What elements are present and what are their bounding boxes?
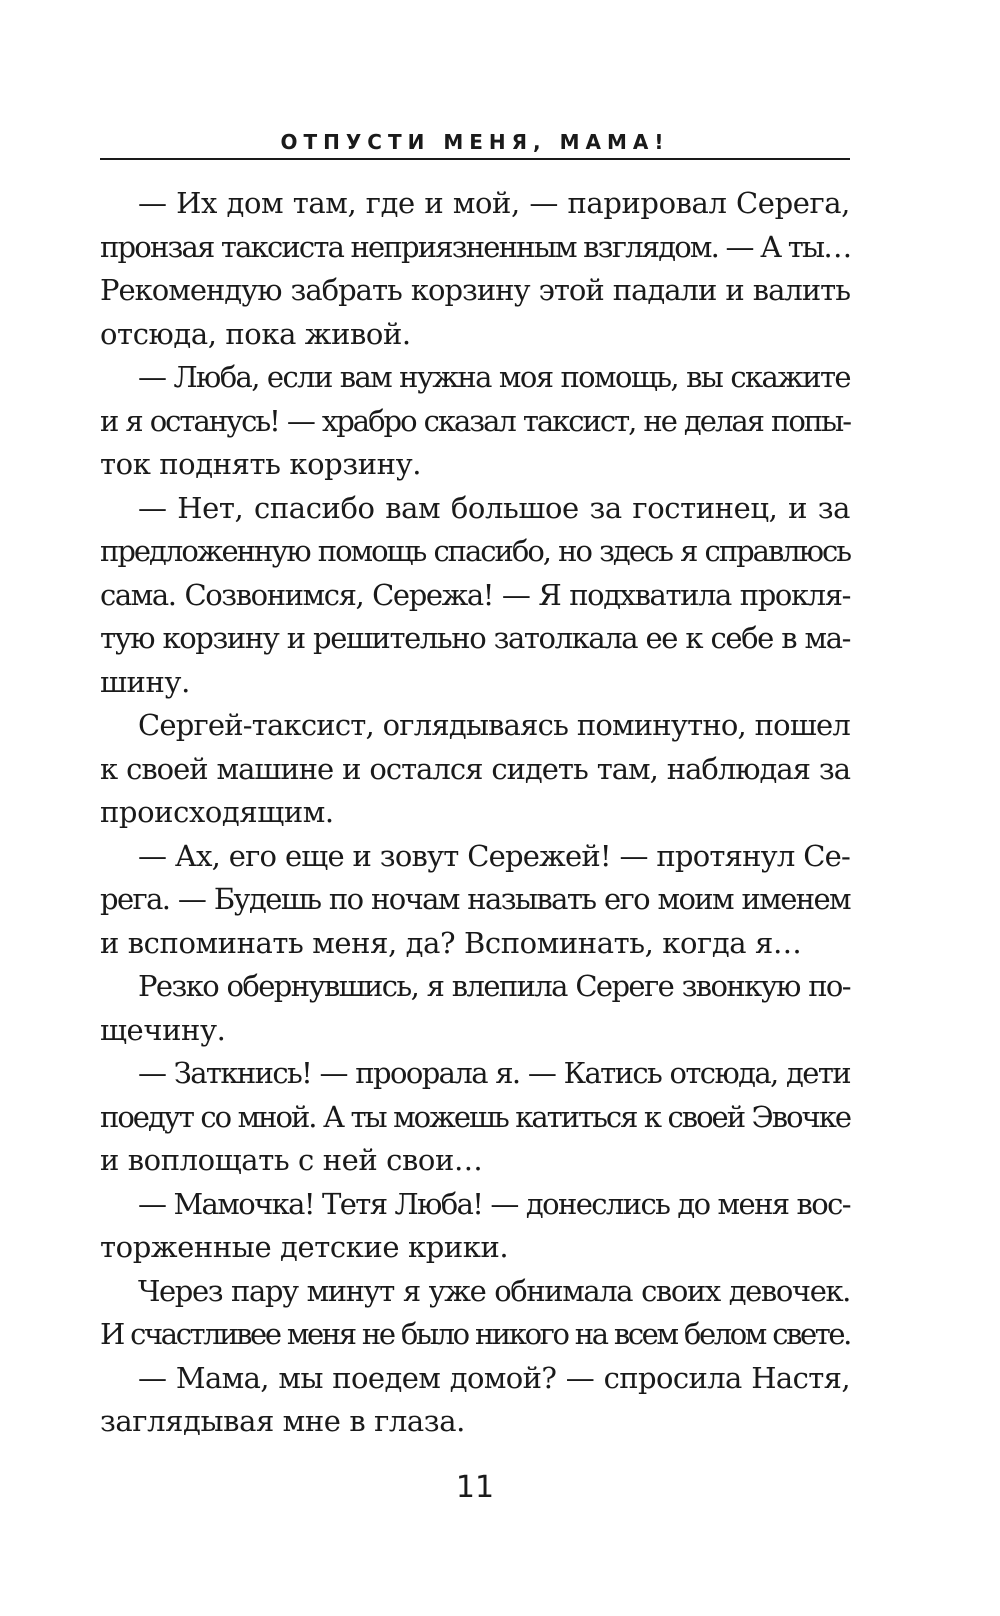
paragraph bbox=[100, 487, 850, 705]
paragraph bbox=[100, 1052, 850, 1183]
paragraph bbox=[100, 965, 850, 1052]
text-line: Сергей-таксист, оглядываясь поминутно, пошел bbox=[138, 708, 850, 742]
paragraph bbox=[100, 1183, 850, 1270]
text-line: тую корзину и решительно затолкала ее к себе в ма- bbox=[100, 621, 850, 655]
text-line: пронзая таксиста неприязненным взглядом. — А ты… bbox=[100, 229, 851, 264]
header-rule bbox=[100, 158, 850, 160]
paragraph bbox=[100, 704, 850, 835]
text-line: ток поднять корзину. bbox=[100, 447, 422, 481]
text-line: щечину. bbox=[100, 1012, 226, 1047]
text-line: шину. bbox=[100, 664, 190, 699]
text-line: сама. Созвонимся, Сережа! — Я подхватила прокля- bbox=[100, 577, 850, 612]
paragraph bbox=[100, 356, 850, 487]
text-line: — Люба, если вам нужна моя помощь, вы скажите bbox=[138, 360, 850, 394]
text-line: рега. — Будешь по ночам называть его моим именем bbox=[100, 882, 850, 916]
text-line: — Их дом там, где и мой, — парировал Серега, bbox=[138, 186, 850, 220]
text-line: заглядывая мне в глаза. bbox=[100, 1404, 465, 1438]
text-line: и вспоминать меня, да? Вспоминать, когда я… bbox=[100, 925, 802, 960]
text-line: предложенную помощь спасибо, но здесь я справлюсь bbox=[100, 534, 850, 568]
text-line: поедут со мной. А ты можешь катиться к своей Эвочке bbox=[100, 1099, 850, 1134]
text-line: отсюда, пока живой. bbox=[100, 316, 411, 351]
text-line: Рекомендую забрать корзину этой падали и валить bbox=[100, 273, 850, 307]
text-line: — Мамочка! Тетя Люба! — донеслись до меня вос- bbox=[138, 1186, 850, 1221]
text-line: — Мама, мы поедем домой? — спросила Настя, bbox=[138, 1360, 850, 1395]
running-title: ОТПУСТИ МЕНЯ, МАМА! bbox=[280, 130, 670, 154]
text-line: и воплощать с ней свои… bbox=[100, 1143, 483, 1177]
text-line: и я останусь! — храбро сказал таксист, не делая попы- bbox=[100, 403, 850, 438]
page-number: 11 bbox=[455, 1470, 495, 1505]
text-line: происходящим. bbox=[100, 795, 334, 829]
paragraph bbox=[100, 1357, 850, 1444]
text-line: И счастливее меня не было никого на всем белом свете. bbox=[100, 1317, 850, 1351]
text-line: Через пару минут я уже обнимала своих девочек. bbox=[138, 1273, 850, 1308]
body-text bbox=[100, 182, 850, 1444]
text-line: торженные детские крики. bbox=[100, 1230, 509, 1264]
text-line: к своей машине и остался сидеть там, наблюдая за bbox=[100, 751, 850, 786]
paragraph bbox=[100, 835, 850, 966]
paragraph bbox=[100, 1270, 850, 1357]
text-line: — Нет, спасибо вам большое за гостинец, и за bbox=[138, 490, 850, 525]
text-line: Резко обернувшись, я влепила Сереге звонкую по- bbox=[138, 969, 850, 1003]
paragraph bbox=[100, 182, 850, 356]
text-line: — Ах, его еще и зовут Сережей! — протянул Се- bbox=[138, 838, 850, 873]
text-line: — Заткнись! — проорала я. — Катись отсюда, дети bbox=[138, 1056, 850, 1090]
